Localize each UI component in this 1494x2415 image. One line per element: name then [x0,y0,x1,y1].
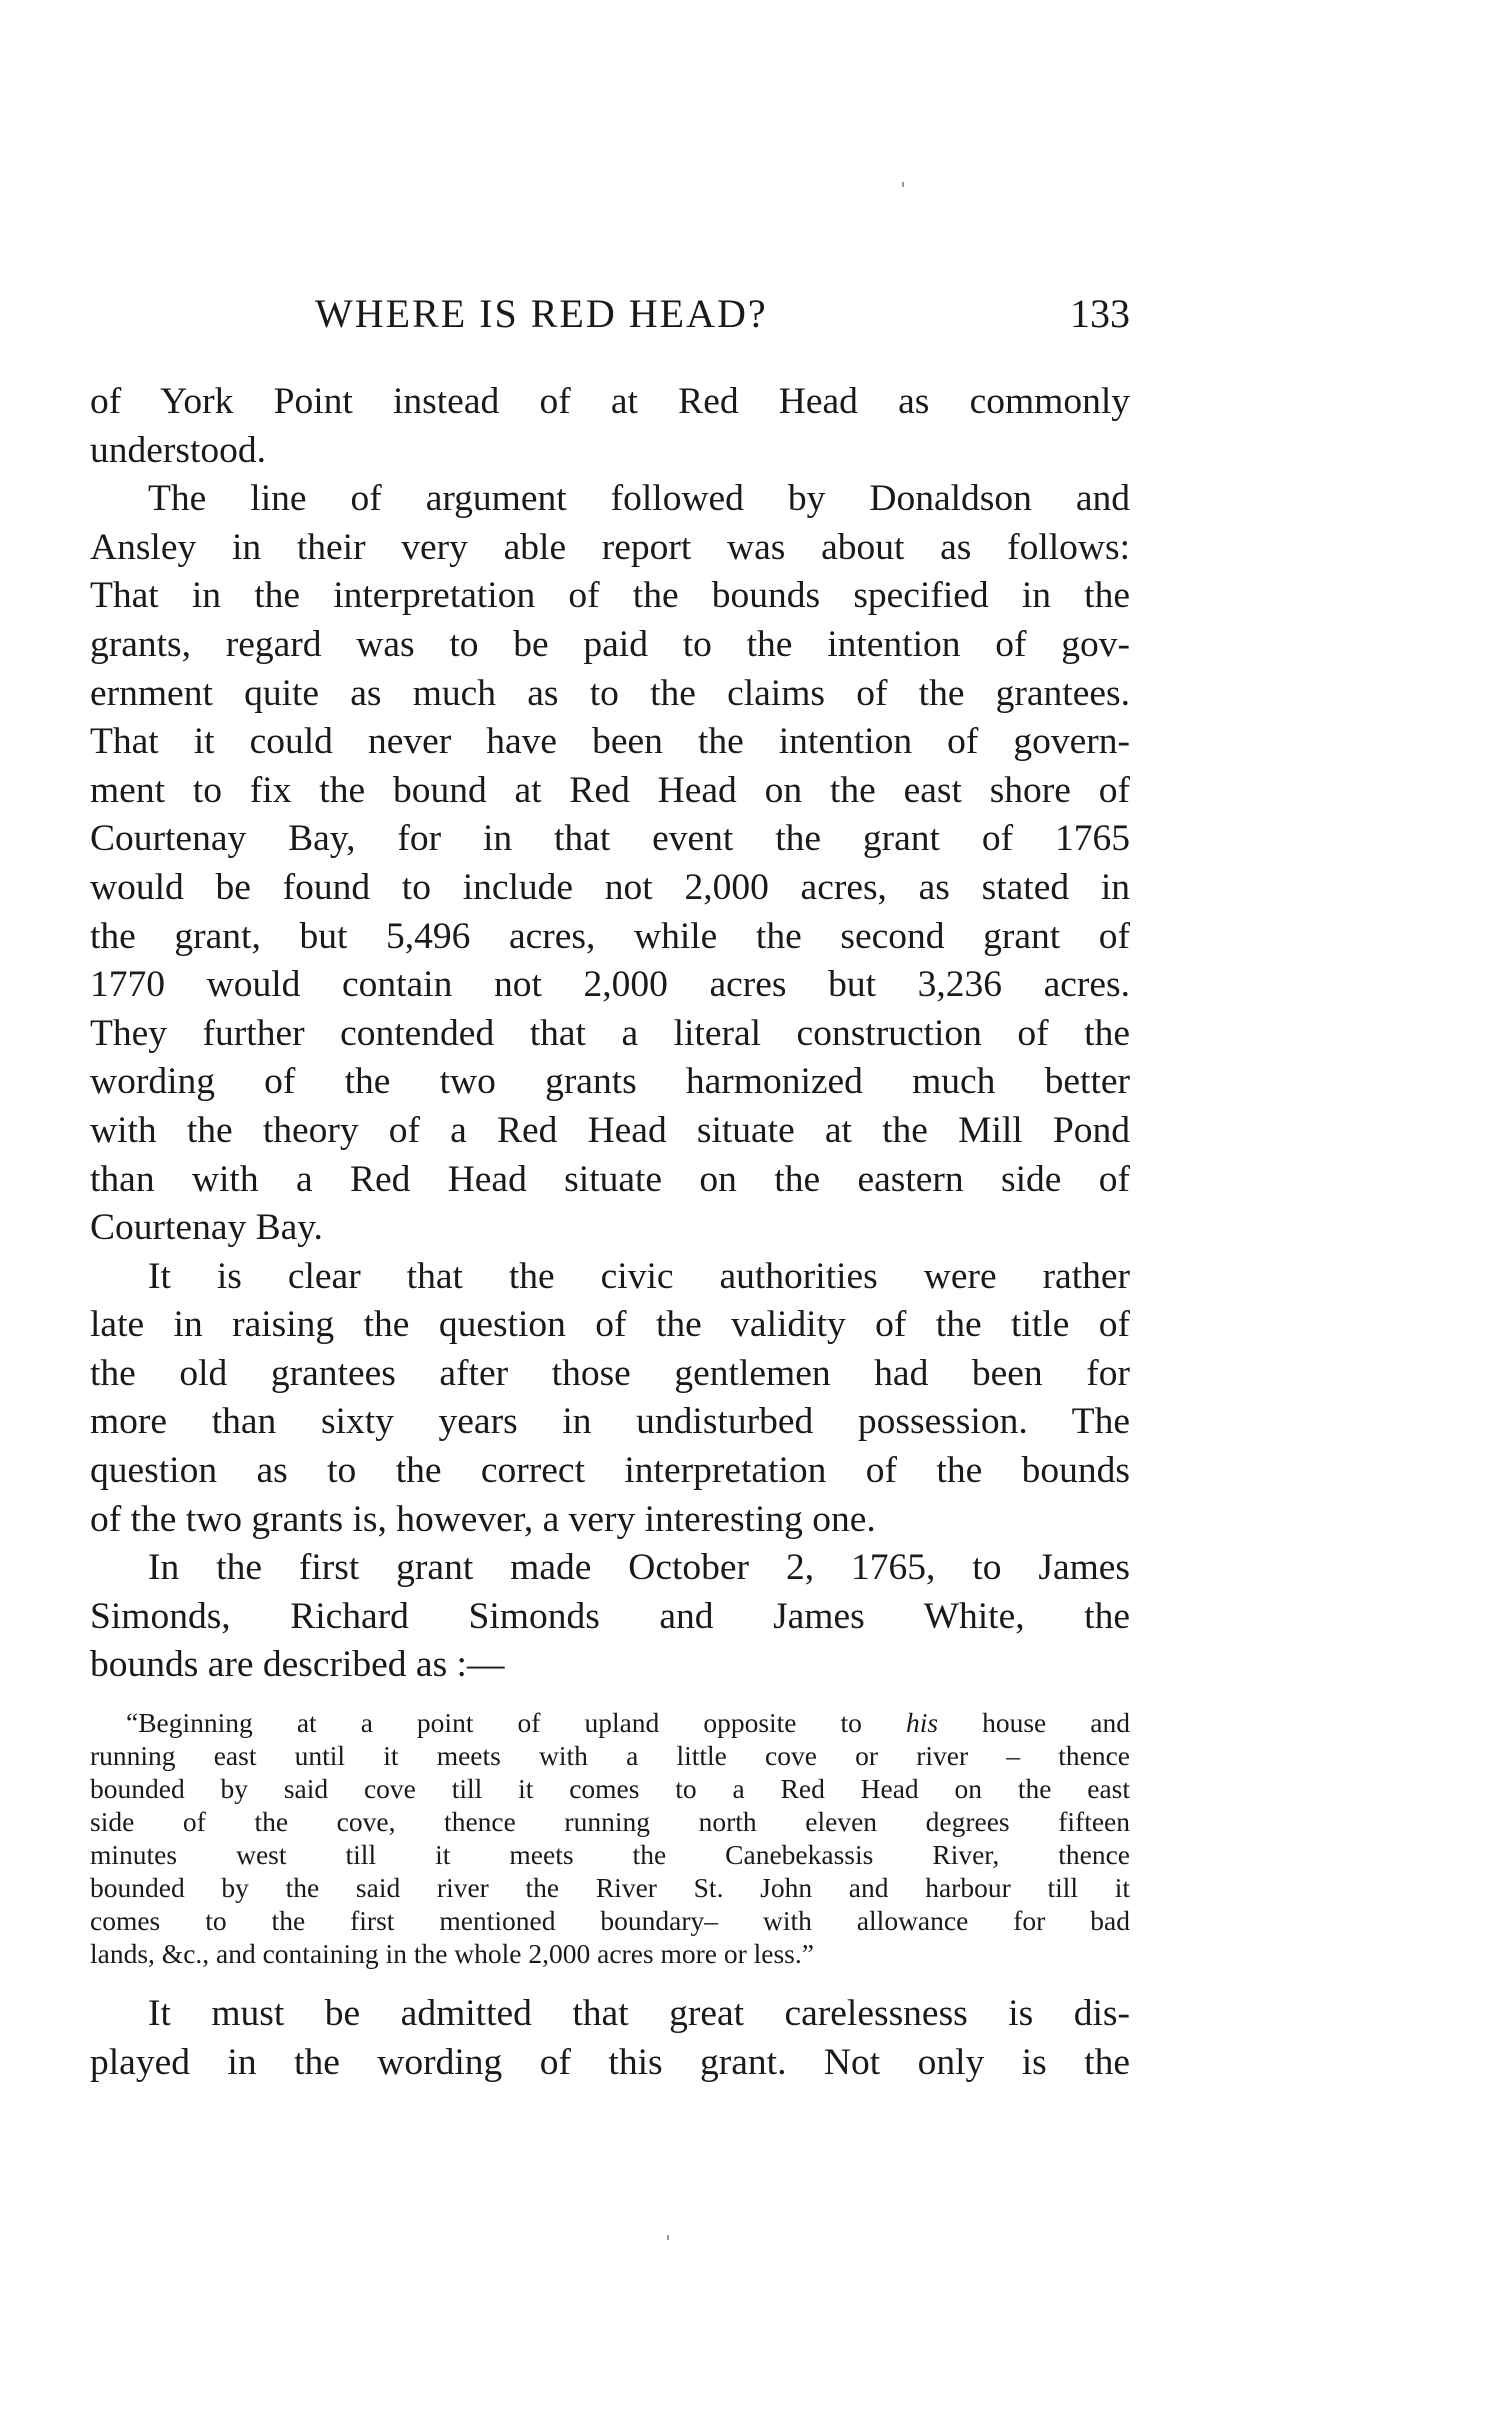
text-line: Ansley in their very able report was about as follows: [90,526,1130,568]
text-line: than with a Red Head situate on the eastern side of [90,1158,1130,1200]
text-line: Courtenay Bay. [90,1207,323,1249]
paragraph-2 [90,475,1130,1253]
text-line: late in raising the question of the validity of the title of [90,1304,1130,1346]
text-line: wording of the two grants harmonized much better [90,1061,1130,1103]
text-line: ernment quite as much as to the claims of the grantees. [90,672,1130,714]
quote-line: running east until it meets with a little cove or river – thence [90,1740,1130,1772]
text-line: The line of argument followed by Donaldson and [148,478,1130,520]
quote-line: lands, &c., and containing in the whole 2,000 acres more or less.” [90,1938,814,1970]
text-line: question as to the correct interpretation of the bounds [90,1450,1130,1492]
text-line: grants, regard was to be paid to the intention of gov- [90,623,1130,665]
text-line: ment to fix the bound at Red Head on the east shore of [90,769,1130,811]
italic-word: his [905,1707,939,1739]
text-line: of the two grants is, however, a very interesting one. [90,1498,876,1540]
body-text [90,378,1130,2087]
text-line: with the theory of a Red Head situate at the Mill Pond [90,1109,1130,1151]
quote-line: bounded by the said river the River St. John and harbour till it [90,1872,1130,1904]
text-line: That in the interpretation of the bounds specified in the [90,575,1130,617]
text-line: bounds are described as :— [90,1644,505,1686]
paragraph-1 [90,378,1130,475]
text-line: They further contended that a literal construction of the [90,1012,1130,1054]
text-line: the grant, but 5,496 acres, while the second grant of [90,915,1130,957]
text-line: Simonds, Richard Simonds and James White, the [90,1595,1130,1637]
text-line: It must be admitted that great carelessness is dis- [148,1993,1130,2035]
text-line: played in the wording of this grant. Not only is the [90,2041,1130,2083]
page-number: 133 [1070,291,1130,336]
quote-line: comes to the first mentioned boundary– with allowance for bad [90,1905,1130,1937]
text-line: That it could never have been the intention of govern- [90,721,1130,763]
text-line: would be found to include not 2,000 acres, as stated in [90,866,1130,908]
text-line: 1770 would contain not 2,000 acres but 3,236 acres. [90,964,1130,1006]
text-line: In the first grant made October 2, 1765, to James [148,1547,1130,1589]
quote-line: bounded by said cove till it comes to a Red Head on the east [90,1773,1130,1805]
text-line: It is clear that the civic authorities were rather [148,1255,1130,1297]
text-line: the old grantees after those gentlemen had been for [90,1352,1130,1394]
grant-quotation [90,1706,1130,1970]
quote-line: “Beginning at a point of upland opposite to his house and [126,1707,1130,1739]
paragraph-5 [90,1990,1130,2087]
running-title: WHERE IS RED HEAD? [315,291,768,336]
text-line: Courtenay Bay, for in that event the grant of 1765 [90,818,1130,860]
print-speck [667,2235,669,2240]
quote-line: minutes west till it meets the Canebekassis River, thence [90,1839,1130,1871]
text-line: of York Point instead of at Red Head as commonly [90,381,1130,422]
quote-line: side of the cove, thence running north eleven degrees fifteen [90,1806,1130,1838]
text-line: more than sixty years in undisturbed possession. The [90,1401,1130,1443]
paragraph-4 [90,1544,1130,1690]
running-head [90,290,1130,340]
print-speck [902,182,904,187]
text-line: understood. [90,429,267,471]
paragraph-3 [90,1253,1130,1545]
